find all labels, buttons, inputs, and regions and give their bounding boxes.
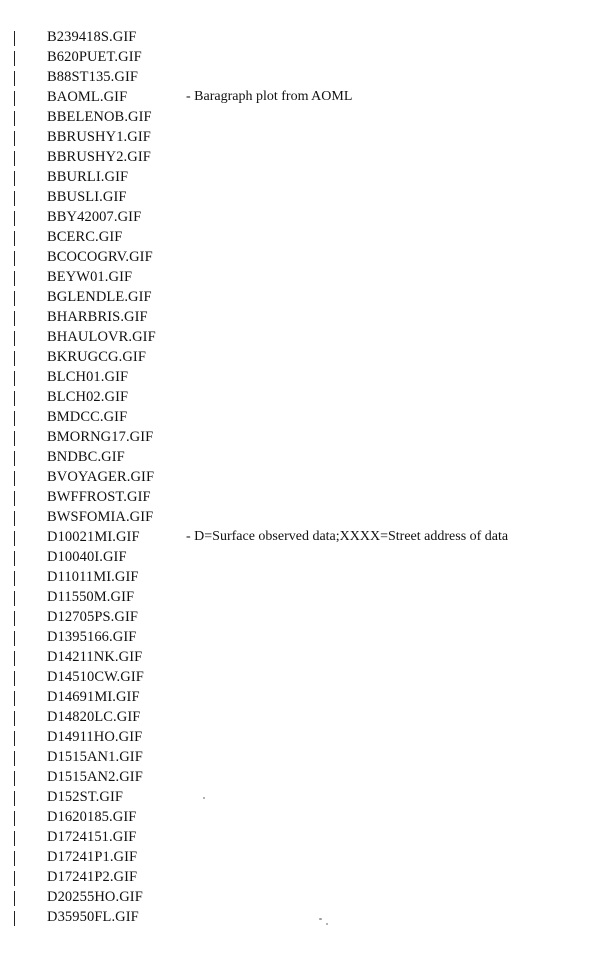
change-bar [14,171,15,186]
change-bar [14,651,15,666]
file-name: D17241P1.GIF [47,849,138,865]
file-name: BCERC.GIF [47,229,123,245]
change-bar [14,491,15,506]
file-row [0,707,616,727]
file-listing [0,27,616,927]
file-row [0,507,616,527]
file-row [0,407,616,427]
file-name: BBURLI.GIF [47,169,129,185]
file-row [0,487,616,507]
file-name: BVOYAGER.GIF [47,469,155,485]
change-bar [14,511,15,526]
file-row [0,247,616,267]
change-bar [14,111,15,126]
file-name: BBELENOB.GIF [47,109,152,125]
file-name: D14820LC.GIF [47,709,141,725]
change-bar [14,591,15,606]
file-row [0,127,616,147]
file-name: B88ST135.GIF [47,69,139,85]
file-row [0,287,616,307]
change-bar [14,631,15,646]
file-row [0,87,616,107]
change-bar [14,791,15,806]
file-name: BCOCOGRV.GIF [47,249,153,265]
file-name: B239418S.GIF [47,29,137,45]
file-row [0,867,616,887]
change-bar [14,211,15,226]
file-row [0,227,616,247]
file-row [0,627,616,647]
change-bar [14,471,15,486]
change-bar [14,551,15,566]
file-name: D14510CW.GIF [47,669,144,685]
file-name: D1620185.GIF [47,809,137,825]
file-row [0,807,616,827]
file-name: BWSFOMIA.GIF [47,509,154,525]
change-bar [14,771,15,786]
file-name: BBUSLI.GIF [47,189,127,205]
file-row [0,647,616,667]
change-bar [14,51,15,66]
file-row [0,467,616,487]
change-bar [14,331,15,346]
file-row [0,827,616,847]
file-name: D1515AN2.GIF [47,769,143,785]
change-bar [14,851,15,866]
file-name: D11550M.GIF [47,589,135,605]
file-name: BGLENDLE.GIF [47,289,152,305]
change-bar [14,831,15,846]
file-name: D14911HO.GIF [47,729,143,745]
file-name: D11011MI.GIF [47,569,139,585]
file-name: BEYW01.GIF [47,269,133,285]
file-note: - D=Surface observed data;XXXX=Street address of data [186,529,509,544]
change-bar [14,671,15,686]
file-row [0,667,616,687]
file-name: BMORNG17.GIF [47,429,154,445]
file-row [0,587,616,607]
file-row [0,327,616,347]
file-name: D12705PS.GIF [47,609,139,625]
file-row [0,207,616,227]
file-row [0,27,616,47]
file-note: - Baragraph plot from AOML [186,89,353,104]
file-row [0,107,616,127]
change-bar [14,251,15,266]
change-bar [14,291,15,306]
change-bar [14,891,15,906]
file-row [0,727,616,747]
file-name: BMDCC.GIF [47,409,128,425]
file-name: BHAULOVR.GIF [47,329,156,345]
file-name: BNDBC.GIF [47,449,125,465]
change-bar [14,351,15,366]
change-bar [14,191,15,206]
change-bar [14,431,15,446]
file-row [0,427,616,447]
file-name: BBY42007.GIF [47,209,142,225]
file-name: D10040I.GIF [47,549,127,565]
change-bar [14,571,15,586]
file-name: D152ST.GIF [47,789,124,805]
file-name: D10021MI.GIF [47,529,140,545]
change-bar [14,271,15,286]
change-bar [14,411,15,426]
file-name: D1395166.GIF [47,629,137,645]
file-row [0,847,616,867]
file-row [0,187,616,207]
file-row [0,607,616,627]
change-bar [14,871,15,886]
file-name: D14211NK.GIF [47,649,143,665]
file-name: BWFFROST.GIF [47,489,151,505]
file-name: BBRUSHY1.GIF [47,129,151,145]
scan-speck [203,797,205,799]
change-bar [14,231,15,246]
file-row [0,767,616,787]
change-bar [14,811,15,826]
file-name: BLCH01.GIF [47,369,129,385]
change-bar [14,311,15,326]
file-row [0,147,616,167]
file-name: B620PUET.GIF [47,49,142,65]
file-row [0,387,616,407]
file-row [0,447,616,467]
file-row [0,887,616,907]
file-row [0,367,616,387]
file-row [0,167,616,187]
change-bar [14,911,15,926]
file-name: D35950FL.GIF [47,909,139,925]
change-bar [14,371,15,386]
file-name: BLCH02.GIF [47,389,129,405]
file-row [0,567,616,587]
file-row [0,67,616,87]
file-name: BKRUGCG.GIF [47,349,146,365]
file-row [0,547,616,567]
change-bar [14,391,15,406]
change-bar [14,611,15,626]
scan-speck [319,918,322,920]
change-bar [14,531,15,546]
file-row [0,267,616,287]
file-row [0,907,616,927]
file-name: D20255HO.GIF [47,889,143,905]
file-row [0,687,616,707]
file-name: D1724151.GIF [47,829,137,845]
change-bar [14,91,15,106]
change-bar [14,31,15,46]
change-bar [14,131,15,146]
change-bar [14,71,15,86]
change-bar [14,451,15,466]
change-bar [14,151,15,166]
file-name: D14691MI.GIF [47,689,140,705]
change-bar [14,731,15,746]
change-bar [14,691,15,706]
scan-speck [326,923,328,925]
file-row [0,347,616,367]
file-row [0,527,616,547]
file-row [0,747,616,767]
file-name: BAOML.GIF [47,89,128,105]
file-row [0,787,616,807]
change-bar [14,711,15,726]
file-row [0,47,616,67]
file-name: D1515AN1.GIF [47,749,143,765]
file-name: D17241P2.GIF [47,869,138,885]
change-bar [14,751,15,766]
file-row [0,307,616,327]
file-name: BHARBRIS.GIF [47,309,148,325]
file-name: BBRUSHY2.GIF [47,149,151,165]
